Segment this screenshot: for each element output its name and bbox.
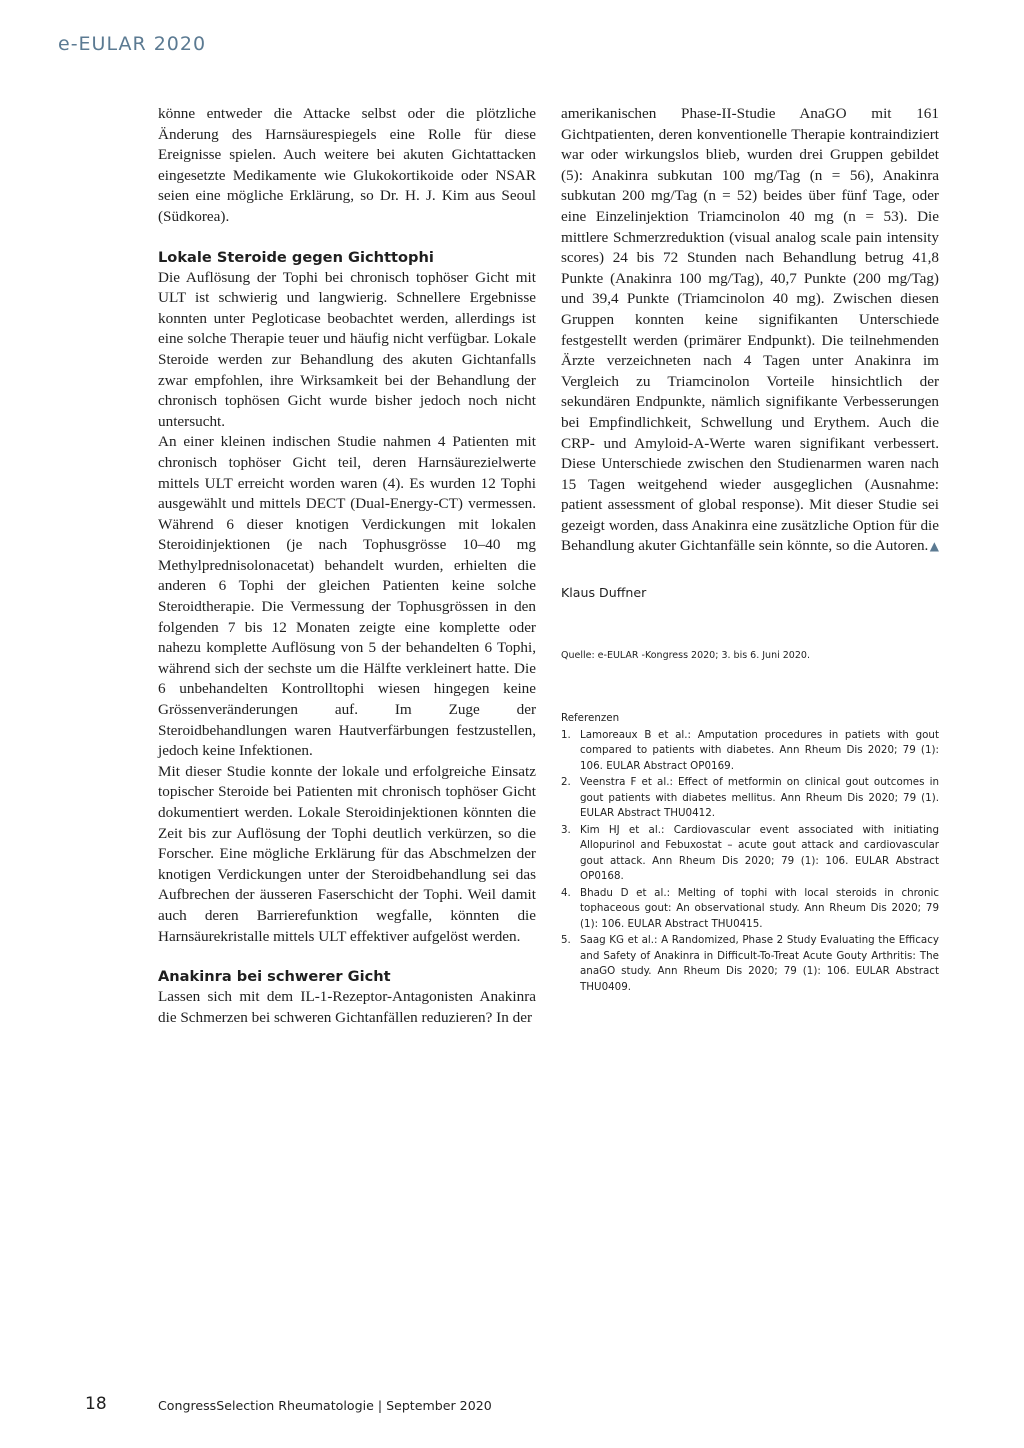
references-section: [561, 711, 939, 996]
body-paragraph-text: amerikanischen Phase-II-Studie AnaGO mit 161 Gichtpatienten, deren konventionelle Therapie kontraindiziert war oder wirkungslos blieb, wurden drei Gruppen gebildet (5): Anakinra subkutan 100 mg/Tag (n = 56), Anakinra subkutan 200 mg/Tag (n = 52) beides über fünf Tage, oder eine Einzelinjektion Triamcinolon 40 mg (n = 53). Die mittlere Schmerzreduktion (visual analog scale pain intensity scores) 24 bis 72 Stunden nach Behandlung betrug 41,8 Punkte (Anakinra 100 mg/Tag), 40,7 Punkte (200 mg/Tag) und 39,4 Punkte (Triamcinolon 40 mg). Zwischen diesen Gruppen konnten keine signifikanten Unterschiede festgestellt werden (primärer Endpunkt). Die teilnehmenden Ärzte verzeichneten nach 4 Tagen unter Anakinra im Vergleich zu Triamcinolon Vorteile hinsichtlich der sekundären Endpunkte, nämlich signifikante Verbesserungen bei Empfindlichkeit, Schwellung und Erythem. Auch die CRP- und Amyloid-A-Werte waren signifikant verbessert. Diese Unterschiede zwischen den Studienarmen waren nach 15 Tagen weitgehend wieder ausgeglichen (Ausnahme: patient assessment of global response). Mit dieser Studie sei gezeigt worden, dass Anakinra eine zusätzliche Option für die Behandlung akuter Gichtanfälle sein könnte, so die Autoren.: [561, 105, 939, 555]
article-right-column: [561, 104, 939, 557]
body-paragraph: Mit dieser Studie konnte der lokale und erfolgreiche Einsatz topischer Steroide bei Patienten mit chronisch tophöser Gicht dokumentiert werden. Lokale Steroidinjektionen könnten die Zeit bis zur Auflösung der Tophi deutlich verkürzen, so die Forscher. Eine mögliche Erklärung für das Abschmelzen der knotigen Verdickungen unter der Steroidbehandlung sei das Aufbrechen der äusseren Faserschicht der Tophi. Weil damit auch deren Barrierefunktion wegfalle, könnten die Harnsäurekristalle mittels ULT effektiver aufgelöst werden.: [158, 762, 536, 945]
end-of-article-triangle-icon: ▲: [929, 539, 939, 554]
reference-item: [561, 886, 939, 933]
body-paragraph: Die Auflösung der Tophi bei chronisch tophöser Gicht mit ULT ist schwierig und langwierig. Schnellere Ergebnisse konnten unter Pegloticase beobachtet werden, allerdings ist eine solche Therapie teuer und häufig nicht verfügbar. Lokale Steroide werden zur Behandlung des akuten Gichtanfalls zwar empfohlen, ihre Wirksamkeit bei der Behandlung der chronisch tophösen Gicht wurde bisher jedoch noch nicht untersucht.: [158, 268, 536, 430]
reference-text: Veenstra F et al.: Effect of metformin on clinical gout outcomes in gout patients with diabetes mellitus. Ann Rheum Dis 2020; 79 (1). EULAR Abstract THU0412.: [580, 776, 939, 819]
reference-item: [561, 775, 939, 822]
intro-paragraph: könne entweder die Attacke selbst oder die plötzliche Änderung des Harnsäurespiegels eine Rolle für diese Ereignisse spielen. Auch weitere bei akuten Gichtattacken eingesetzte Medikamente wie Glukokortikoide oder NSAR seien eine mögliche Erklärung, so Dr. H. J. Kim aus Seoul (Südkorea).: [158, 105, 536, 225]
body-paragraph: [561, 104, 939, 557]
article-left-column: [158, 104, 536, 1028]
reference-item: [561, 728, 939, 775]
author-name: Klaus Duffner: [561, 585, 647, 600]
references-heading: Referenzen: [561, 712, 620, 724]
publication-footer: CongressSelection Rheumatologie | September 2020: [158, 1398, 492, 1413]
section-heading-steroids: Lokale Steroide gegen Gichttophi: [158, 248, 434, 266]
body-paragraph: An einer kleinen indischen Studie nahmen 4 Patienten mit chronisch tophöser Gicht teil, deren Harnsäurezielwerte mittels ULT erreicht worden waren (4). Es wurden 12 Tophi ausgewählt und mittels DECT (Dual-Energy-CT) vermessen. Während 6 dieser knotigen Verdickungen mit lokalen Steroidinjektionen (je nach Tophusgrösse 10–40 mg Methylprednisolonacetat) behandelt wurden, erhielten die anderen 6 Tophi der gleichen Patienten keine solche Steroidtherapie. Die Vermessung der Tophusgrössen in den folgenden 7 bis 12 Monaten zeigte eine komplette oder nahezu komplette Auflösung von 5 der behandelten 6 Tophi, während sich der sechste um die Hälfte verkleinert hatte. Die 6 unbehandelten Kontrolltophi wiesen hingegen keine Grössenveränderungen auf. Im Zuge der Steroidbehandlungen waren Hautverfärbungen festzustellen, jedoch keine Infektionen.: [158, 433, 536, 760]
reference-item: [561, 823, 939, 885]
source-note: Quelle: e-EULAR -Kongress 2020; 3. bis 6. Juni 2020.: [561, 650, 810, 661]
reference-number: 3.: [561, 823, 571, 836]
reference-text: Bhadu D et al.: Melting of tophi with local steroids in chronic tophaceous gout: An observational study. Ann Rheum Dis 2020; 79 (1): 106. EULAR Abstract THU0415.: [580, 886, 939, 930]
references-list: [561, 728, 939, 996]
reference-text: Kim HJ et al.: Cardiovascular event associated with initiating Allopurinol and Febuxostat – acute gout attack and cardiovascular gout attack. Ann Rheum Dis 2020; 79 (1): 106. EULAR Abstract OP0168.: [580, 823, 939, 882]
reference-number: 2.: [561, 776, 571, 788]
reference-item: [561, 933, 939, 995]
page-number: 18: [85, 1394, 107, 1414]
reference-number: 1.: [561, 728, 571, 741]
reference-text: Lamoreaux B et al.: Amputation procedures in patiets with gout compared to patients with diabetes. Ann Rheum Dis 2020; 79 (1): 106. EULAR Abstract OP0169.: [580, 728, 939, 772]
body-paragraph: Lassen sich mit dem IL-1-Rezeptor-Antagonisten Anakinra die Schmerzen bei schweren Gichtanfällen reduzieren? In der: [158, 988, 536, 1026]
reference-number: 4.: [561, 886, 571, 899]
section-heading-anakinra: Anakinra bei schwerer Gicht: [158, 968, 391, 986]
reference-text: Saag KG et al.: A Randomized, Phase 2 Study Evaluating the Efficacy and Safety of Anakinra in Difficult-To-Treat Acute Gouty Arthritis: The anaGO study. Ann Rheum Dis 2020; 79 (1): 106. EULAR Abstract THU0409.: [580, 934, 939, 993]
running-header-title: e-EULAR 2020: [58, 33, 207, 55]
reference-number: 5.: [561, 934, 571, 946]
